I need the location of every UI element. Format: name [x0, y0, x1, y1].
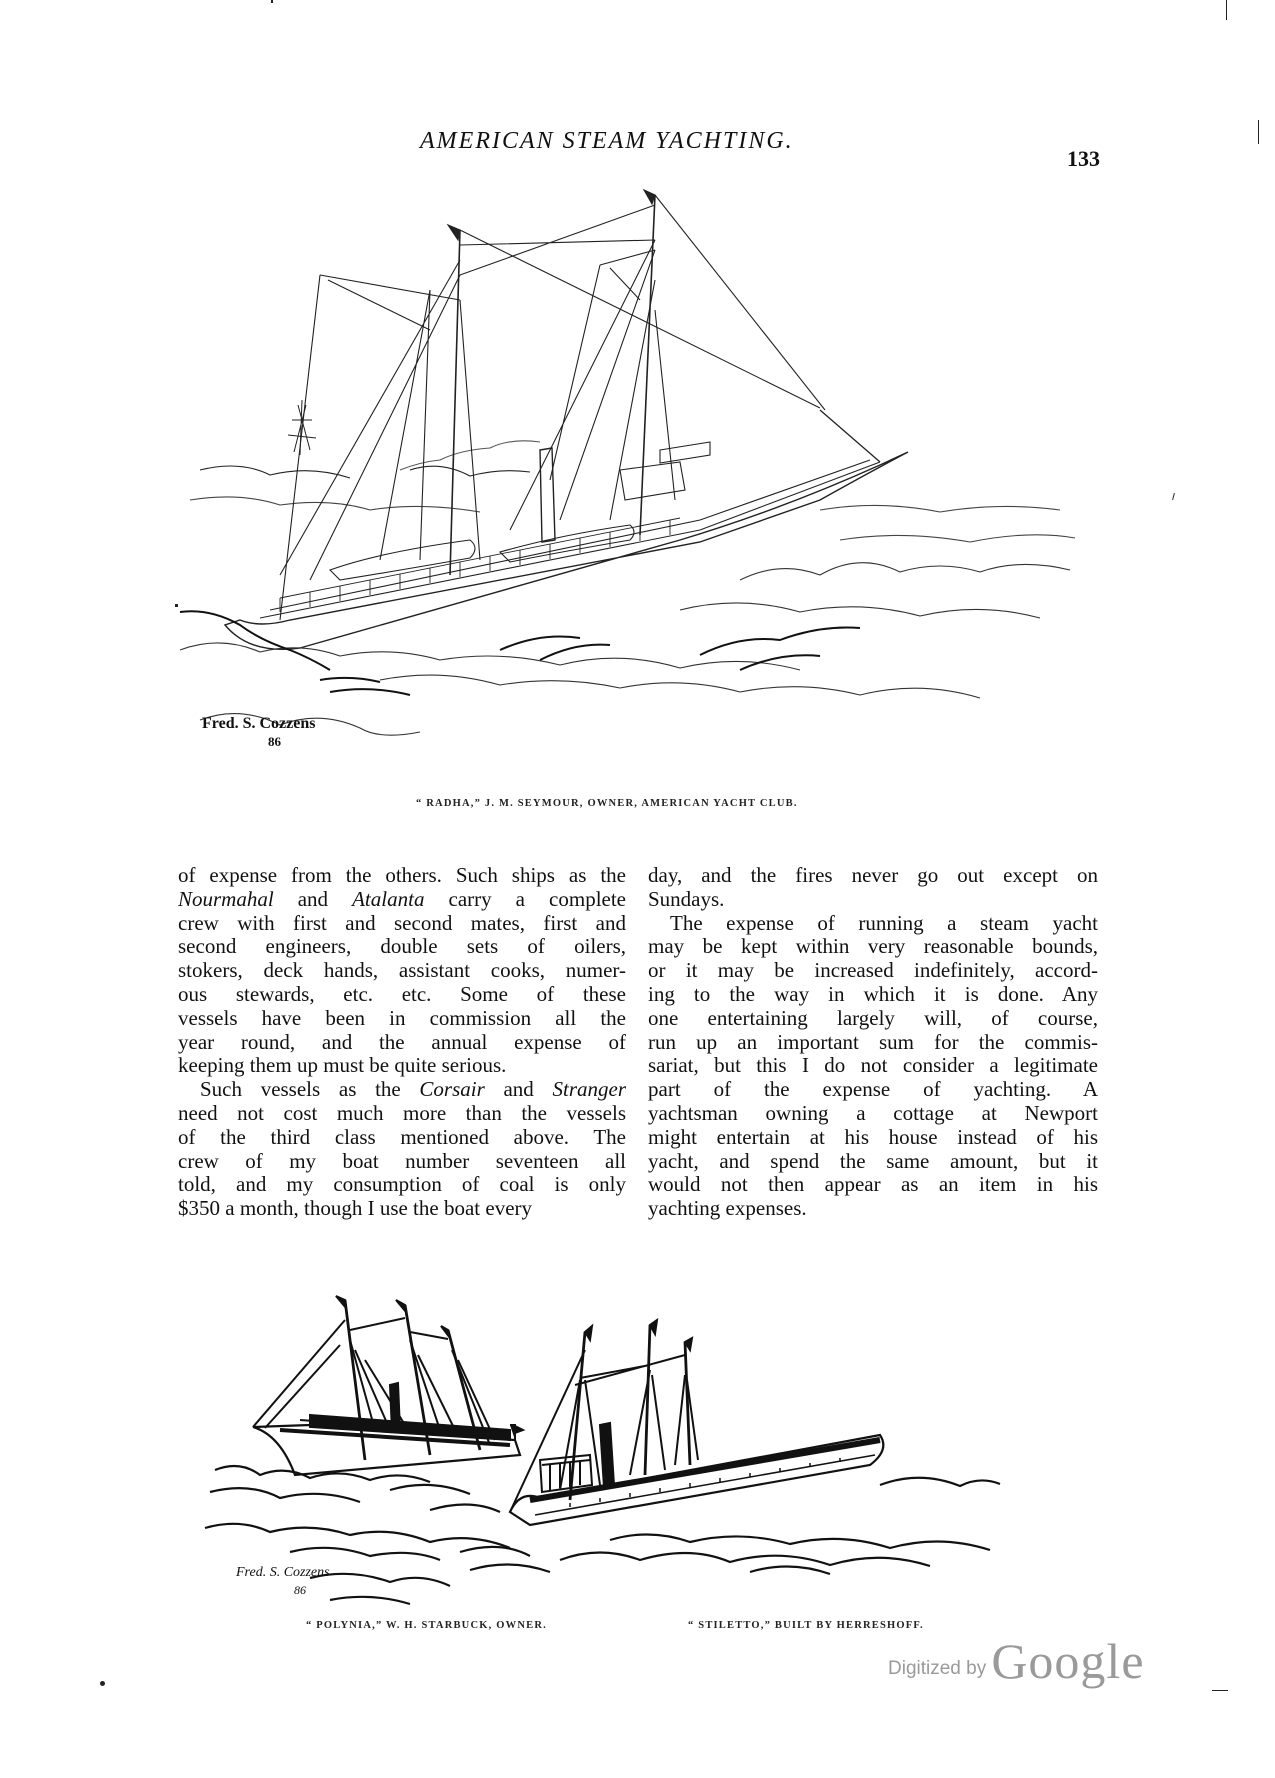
watermark-prefix: Digitized by [888, 1658, 987, 1679]
text-line: of the third class mentioned above. The [178, 1124, 626, 1149]
text-line: second engineers, double sets of oilers, [178, 934, 626, 959]
scan-edge-line [1212, 1690, 1228, 1691]
polynia-ship-icon [253, 1296, 523, 1475]
scan-dot [175, 604, 178, 607]
radha-artist-signature: Fred. S. Cozzens [202, 715, 316, 732]
text-line: stokers, deck hands, assistant cooks, numer- [178, 958, 626, 983]
text-line: told, and my consumption of coal is only [178, 1172, 626, 1197]
text-segment: and [484, 1077, 553, 1102]
scan-dot [271, 0, 273, 3]
text-line: crew of my boat number seventeen all [178, 1148, 626, 1173]
vessel-name: Nourmahal [178, 886, 274, 911]
text-line: ous stewards, etc. etc. Some of these [178, 981, 626, 1006]
text-line: keeping them up must be quite serious. [178, 1053, 507, 1078]
radha-illustration [180, 180, 1080, 760]
text-line: or it may be increased indefinitely, accord- [648, 958, 1098, 983]
text-line: sariat, but this I do not consider a legitimate [648, 1053, 1098, 1078]
text-line: would not then appear as an item in his [648, 1172, 1098, 1197]
text-line: part of the expense of yachting. A [648, 1077, 1098, 1102]
polynia-stiletto-illustration [190, 1260, 1010, 1610]
page-number: 133 [1067, 146, 1100, 171]
text-line: might entertain at his house instead of his [648, 1124, 1098, 1149]
text-line: $350 a month, though I use the boat every [178, 1196, 533, 1221]
text-line: crew with first and second mates, first and [178, 910, 626, 935]
text-line: yachting expenses. [648, 1196, 807, 1221]
text-line: year round, and the annual expense of [178, 1029, 626, 1054]
polynia-signature-year: 86 [294, 1583, 306, 1597]
right-column [648, 864, 1098, 1221]
text-line: yachtsman owning a cottage at Newport [648, 1100, 1098, 1125]
left-column [178, 864, 626, 1221]
radha-signature-year: 86 [268, 734, 281, 749]
text-line: day, and the fires never go out except on [648, 863, 1098, 887]
text-line: Sundays. [648, 886, 725, 911]
scan-dot [1172, 493, 1175, 500]
text-line [178, 888, 626, 912]
text-segment: and [273, 886, 353, 911]
text-segment: Such vessels as the [200, 1077, 420, 1102]
radha-caption: “ RADHA,” J. M. SEYMOUR, OWNER, AMERICAN YACHT CLUB. [416, 798, 798, 809]
text-line: ing to the way in which it is done. Any [648, 981, 1098, 1006]
running-title: AMERICAN STEAM YACHTING. [420, 128, 794, 154]
text-line: run up an important sum for the commis- [648, 1029, 1098, 1054]
google-logo-text: Google [991, 1633, 1145, 1689]
polynia-artist-signature: Fred. S. Cozzens [236, 1565, 330, 1580]
stiletto-ship-icon [510, 1320, 883, 1525]
digitized-by-google-watermark [888, 1632, 1145, 1690]
text-segment: carry a complete [424, 886, 626, 911]
text-line: yacht, and spend the same amount, but it [648, 1148, 1098, 1173]
text-line: vessels have been in commission all the [178, 1005, 626, 1030]
text-line: one entertaining largely will, of course, [648, 1005, 1098, 1030]
scan-edge-line [1226, 0, 1227, 20]
text-line [178, 1078, 626, 1102]
polynia-caption: “ POLYNIA,” W. H. STARBUCK, OWNER. [306, 1620, 547, 1631]
vessel-name: Corsair [419, 1077, 485, 1102]
vessel-name: Atalanta [352, 886, 425, 911]
text-line: The expense of running a steam yacht [670, 910, 1098, 935]
vessel-name: Stranger [552, 1077, 626, 1102]
text-line: may be kept within very reasonable bounds, [648, 934, 1098, 959]
scan-edge-line [1258, 120, 1259, 144]
text-line: need not cost much more than the vessels [178, 1100, 626, 1125]
text-line: of expense from the others. Such ships as the [178, 863, 626, 887]
scan-dot [100, 1681, 105, 1686]
stiletto-caption: “ STILETTO,” BUILT BY HERRESHOFF. [688, 1620, 924, 1631]
